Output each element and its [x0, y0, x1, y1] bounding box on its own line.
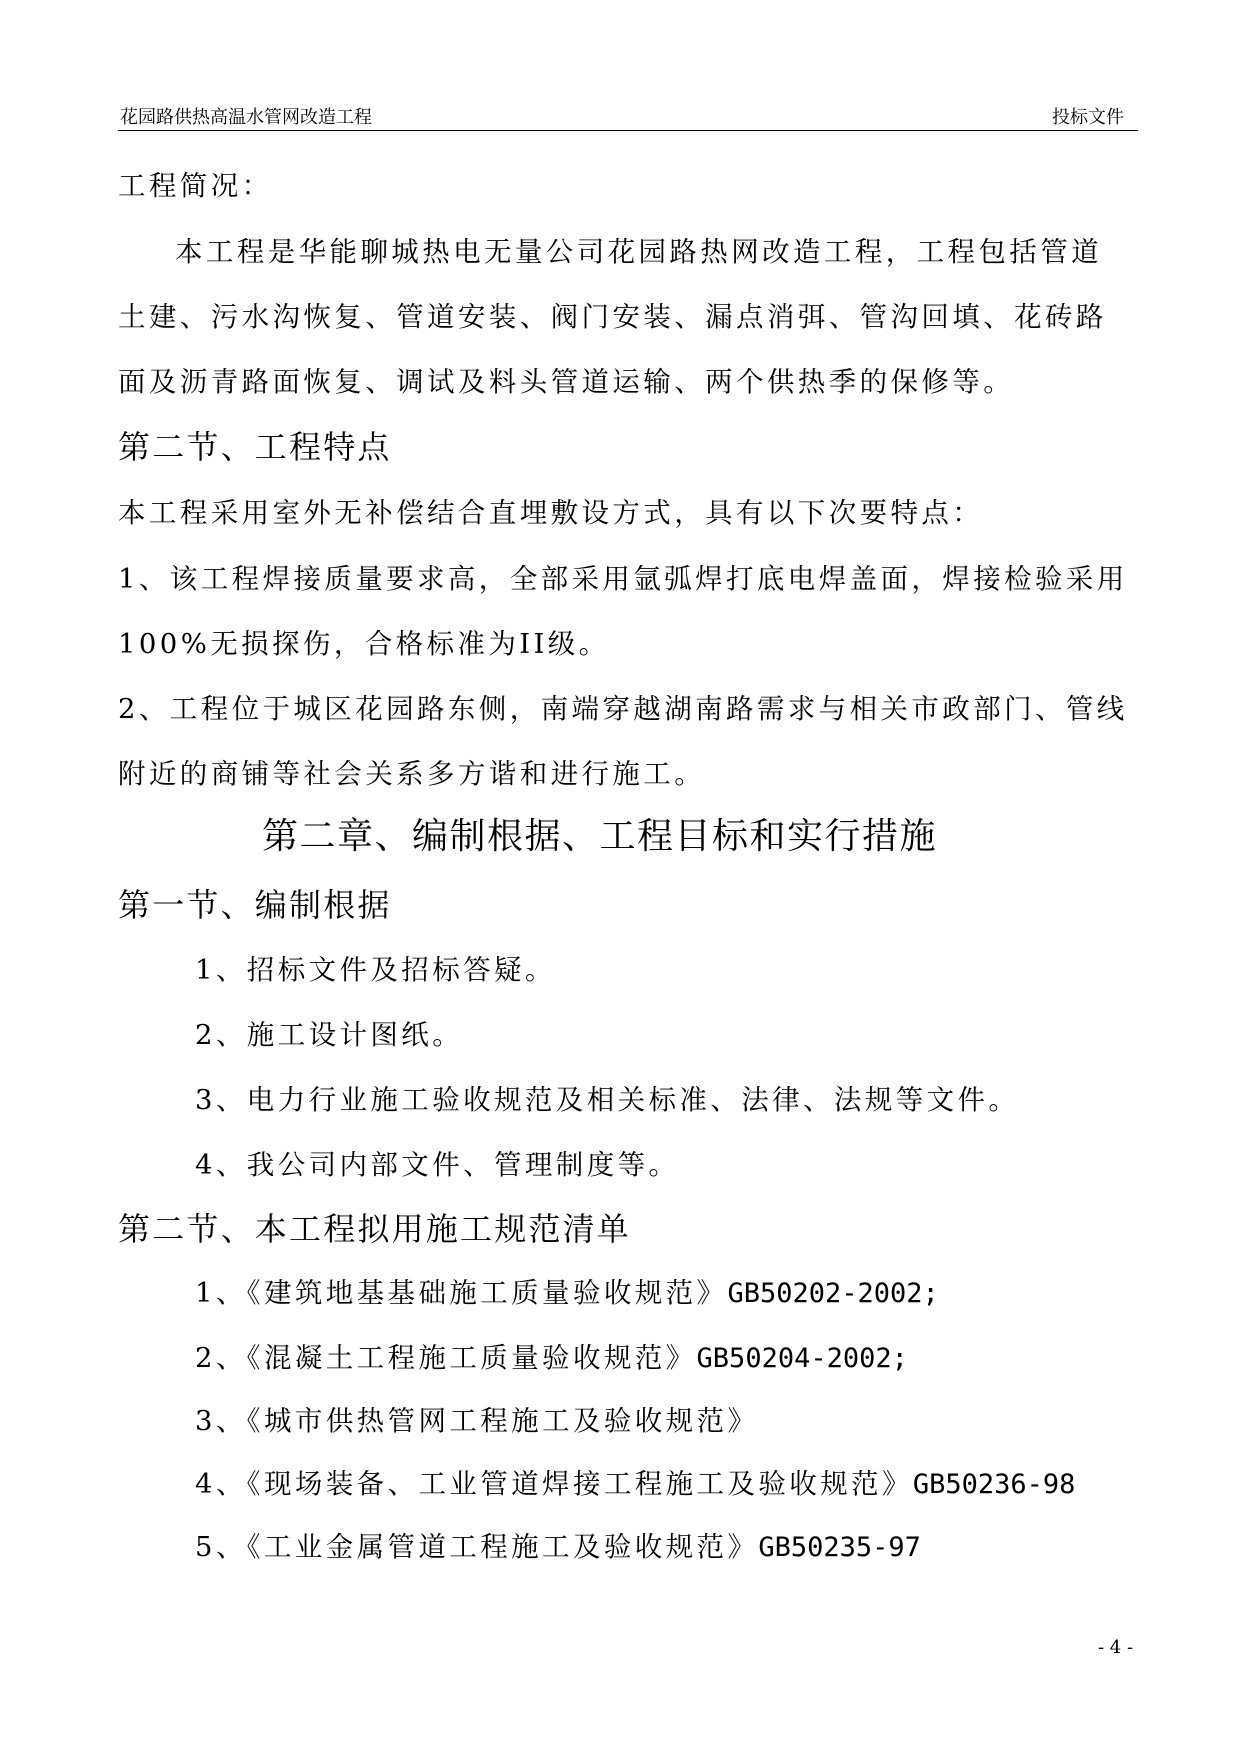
page-number: - 4 - — [1098, 1637, 1134, 1658]
standards-list-item — [195, 1335, 908, 1375]
standards-item-code: GB50202-2002; — [727, 1278, 939, 1309]
section-heading-features: 第二节、工程特点 — [118, 428, 392, 466]
overview-title: 工程简况： — [118, 170, 273, 202]
standards-item-number: 1、 — [195, 1277, 247, 1309]
standards-item-number: 2、 — [195, 1342, 247, 1374]
standards-item-number: 4、 — [195, 1468, 247, 1500]
basis-list-item: 1、招标文件及招标答疑。 — [195, 954, 556, 986]
basis-list-item: 3、电力行业施工验收规范及相关标准、法律、法规等文件。 — [195, 1084, 1020, 1116]
standards-item-code: GB50236-98 — [912, 1469, 1076, 1500]
standards-item-name: 《现场装备、工业管道焊接工程施工及验收规范》 — [246, 1468, 913, 1500]
standards-item-code: GB50235-97 — [758, 1532, 921, 1563]
standards-list-item — [195, 1524, 921, 1564]
standards-item-name: 《工业金属管道工程施工及验收规范》 — [246, 1531, 759, 1563]
header-document-type: 投标文件 — [1052, 107, 1124, 128]
standards-item-code: GB50204-2002; — [696, 1343, 908, 1374]
standards-item-name: 《建筑地基基础施工质量验收规范》 — [246, 1277, 728, 1309]
basis-list-item: 4、我公司内部文件、管理制度等。 — [195, 1149, 680, 1181]
overview-paragraph-line: 本工程是华能聊城热电无量公司花园路热网改造工程，工程包括管道 — [175, 236, 1102, 268]
header-project-title: 花园路供热高温水管网改造工程 — [120, 107, 372, 128]
features-paragraph-line: 附近的商铺等社会关系多方谐和进行施工。 — [118, 758, 706, 790]
standards-item-name: 《城市供热管网工程施工及验收规范》 — [246, 1405, 759, 1437]
overview-paragraph-line: 面及沥青路面恢复、调试及料头管道运输、两个供热季的保修等。 — [118, 366, 1015, 398]
standards-item-name: 《混凝土工程施工质量验收规范》 — [246, 1342, 697, 1374]
standards-list-item — [195, 1398, 758, 1438]
page-header — [118, 100, 1138, 131]
features-intro: 本工程采用室外无补偿结合直埋敷设方式，具有以下次要特点： — [118, 497, 984, 529]
section-heading-basis: 第一节、编制根据 — [118, 886, 392, 924]
features-paragraph-line: 2、工程位于城区花园路东侧，南端穿越湖南路需求与相关市政部门、管线 — [118, 693, 1128, 725]
features-paragraph-line: 100%无损探伤，合格标准为II级。 — [118, 628, 610, 660]
overview-paragraph-line: 土建、污水沟恢复、管道安装、阀门安装、漏点消弭、管沟回填、花砖路 — [118, 301, 1107, 333]
chapter-title: 第二章、编制根据、工程目标和实行措施 — [262, 816, 938, 857]
basis-list-item: 2、施工设计图纸。 — [195, 1019, 464, 1051]
features-paragraph-line: 1、该工程焊接质量要求高，全部采用氩弧焊打底电焊盖面，焊接检验采用 — [118, 563, 1128, 595]
standards-item-number: 5、 — [195, 1531, 247, 1563]
standards-list-item — [195, 1461, 1075, 1501]
standards-list-item — [195, 1270, 939, 1310]
section-heading-standards: 第二节、本工程拟用施工规范清单 — [118, 1210, 632, 1248]
standards-item-number: 3、 — [195, 1405, 247, 1437]
